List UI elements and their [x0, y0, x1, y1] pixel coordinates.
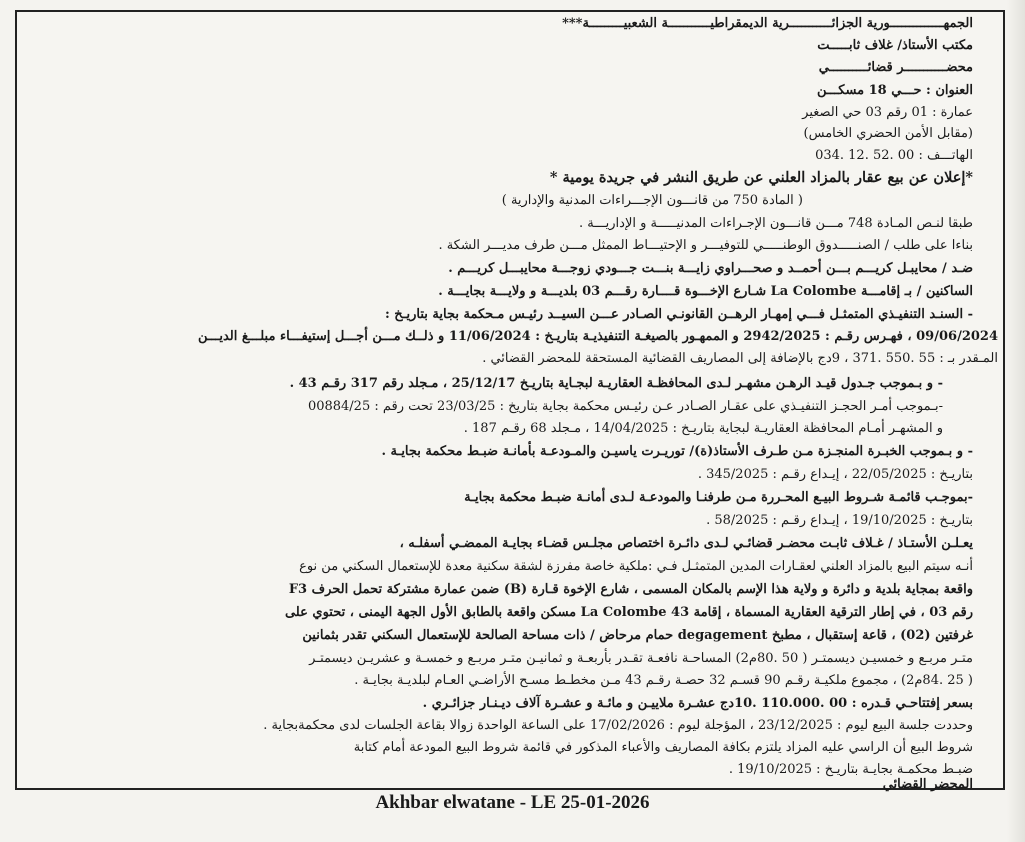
sale-terms-date: ضبـط محكمـة بجايـة بتاريـخ : 19/10/2025 .	[728, 762, 973, 777]
seizure-publication: و المشهـر أمـام المحافظة العقاريـة لبجاية بتاريـخ : 14/04/2025 ، مـجلد 68 رقـم 187 .	[463, 421, 943, 436]
debt-amount: المـقدر بـ : 55 .550 .371 ، 9دج بالإضافة إلى المصاريف القضائية المستحقة للمحضر القضائي .	[482, 351, 998, 366]
sale-conditions: -بموجـب قائمـة شـروط البيـع المحـررة مـن طرفنـا والمودعـة لـدى أمانـة ضبـط محكمة بجايـة	[464, 490, 973, 505]
enforcement-title: - السنـد التنفيـذي المتمثـل فـــي إمهـار الرهــن القانونـي الصـادر عـــن السيــد رئيـس مـحكمة بجاية بتاريـخ :	[384, 307, 973, 322]
property-desc-3: رقم 03 ، في إطار الترقية العقارية المسماة ، إقامة 43 La Colombe مسكن واقعة بالطابق الأول الجهة اليمنى ، تحتوي على	[284, 605, 973, 620]
legal-basis: طبقا لنـص المـادة 748 مـــن قانـــون الإجـراءات المدنيـــــة و الإداريـــة .	[578, 216, 973, 231]
enforcement-details: 09/06/2024 ، فهـرس رقـم : 2942/2025 و الممهـور بالصيغـة التنفيذيـة بتاريـخ : 11/06/2024 و ذلــك مـــن أجـــل إستيفـــاء مبلـــغ الديـــن	[198, 329, 998, 344]
notice-article: ( المادة 750 من قانـــون الإجـــراءات المدنية والإدارية )	[501, 193, 803, 208]
expertise: - و بـموجب الخبـرة المنجـزة مـن طـرف الأستاذ(ة)/ توريـرت ياسيـن والمـودعـة بأمانـة ضبـط محكمة بجايـة .	[381, 444, 973, 459]
property-desc-4: غرفتين (02) ، قاعة إستقبال ، مطبخ degagement حمام مرحاض / ذات مساحة الصالحة للإستعمال السكني تقدر بثمانين	[302, 628, 973, 643]
header-office: مكتب الأستاذ/ غلاف ثابـــــت	[817, 38, 973, 53]
opening-price: بسعر إفتتاحـي قـدره : 00 .110.000 .10دج عشـرة ملاييـن و مائـة و عشـرة آلاف ديـنـار جزائـري .	[422, 696, 973, 711]
residence: الساكنين / بـ إقامـــة La Colombe شـارع الإخـــوة قــــارة رقـــم 03 بلديـــة و ولايـــة بجايـــة .	[438, 284, 973, 299]
property-desc-2: F3 ضمن عمارة مشتركة تحمل الحرف (B) واقعة بمجاية بلدية و دائرة و ولاية هذا الإسم بالمكان المسمى ، شارع الإخوة قـارة	[288, 582, 973, 597]
seizure-order: -بـموجب أمـر الحجـز التنفيـذي على عقـار الصـادر عـن رئيـس محكمة بجاية بتاريخ : 23/03/25 تحت رقم : 00884/25	[307, 399, 943, 414]
property-desc-6: ( 25 .84م2) ، مجموع ملكيـة رقـم 90 قسـم 32 حصـة رقـم 43 مـن مخطـط مسـح الأراضـي العـام لبلديـة بجايـة .	[354, 673, 973, 688]
expertise-date: بتاريـخ : 22/05/2025 ، إيـداع رقـم : 345/2025 .	[697, 467, 973, 482]
applicant: بناءا على طلب / الصنـــــدوق الوطنـــــي للتوفيـــر و الإحتيـــاط الممثل مـــن طرف مديـــر الشكة .	[438, 238, 973, 253]
page-edge-shadow	[1007, 0, 1025, 842]
header-phone: الهاتـــف : 00 .52 .12 .034	[815, 148, 973, 163]
sale-terms: شروط البيع أن الراسي عليه المزاد يلتزم بكافة المصاريف والأعباء المذكور في قائمة شروط البيع المودعة أمام كتابة	[353, 740, 973, 755]
signature: المحضر القضائي	[882, 777, 973, 792]
header-building: عمارة : 01 رقم 03 حي الصغير	[802, 105, 973, 120]
announcement: يعـلـن الأستـاذ / غـلاف ثابـت محضـر قضائـي لـدى دائـرة اختصاص مجلـس قضـاء بجايـة الممضـي أسفلـه ،	[399, 536, 973, 551]
defendants: ضـد / محايبـل كريـــم بـــن أحمــد و صحـــراوي زايـــة بنـــت جـــودي زوجـــة محايبـــل كريـــم .	[448, 261, 973, 276]
sale-session: وحددت جلسة البيع ليوم : 23/12/2025 ، المؤجلة ليوم : 17/02/2026 على الساعة الواحدة زوالا بقاعة الجلسات لدى محكمةبجاية .	[263, 718, 973, 733]
property-desc-1: أنـه سيتم البيع بالمزاد العلني لعقـارات المدين المتمثـل فـي :ملكية خاصة مفرزة لشقة سكنية معدة للإستعمال السكني من نوع	[299, 559, 973, 574]
legal-notice	[15, 10, 1005, 790]
header-republic: الجمهــــــــــــــورية الجزائـــــــــــرية الديمقراطيـــــــــــة الشعبيـــــــــة***	[562, 16, 973, 31]
notice-title: *إعلان عن بيع عقار بالمزاد العلني عن طريق النشر في جريدة يومية *	[549, 169, 973, 186]
newspaper-footer: Akhbar elwatane - LE 25-01-2026	[375, 792, 650, 813]
header-address: العنوان : حـــي 18 مسكـــن	[816, 83, 973, 98]
sale-conditions-date: بتاريـخ : 19/10/2025 ، إيـداع رقـم : 58/2025 .	[706, 513, 973, 528]
property-desc-5: متـر مربـع و خمسيـن ديسمتـر ( 50 .80م2) المساحـة نافعـة تقـدر بأربعـة و ثمانيـن متـر مربـع و خمسـة و عشريـن ديسمتـر	[309, 651, 973, 666]
header-bailiff: محضـــــــــــر قضائــــــــــي	[818, 60, 973, 75]
header-landmark: (مقابل الأمن الحضري الخامس)	[803, 126, 973, 141]
mortgage-registration: - و بـموجب جـدول قيـد الرهـن مشهـر لـدى المحافظـة العقاريـة لبجـاية بتاريـخ 25/12/17 ، مـجلد رقم 317 رقـم 43 .	[289, 376, 943, 391]
